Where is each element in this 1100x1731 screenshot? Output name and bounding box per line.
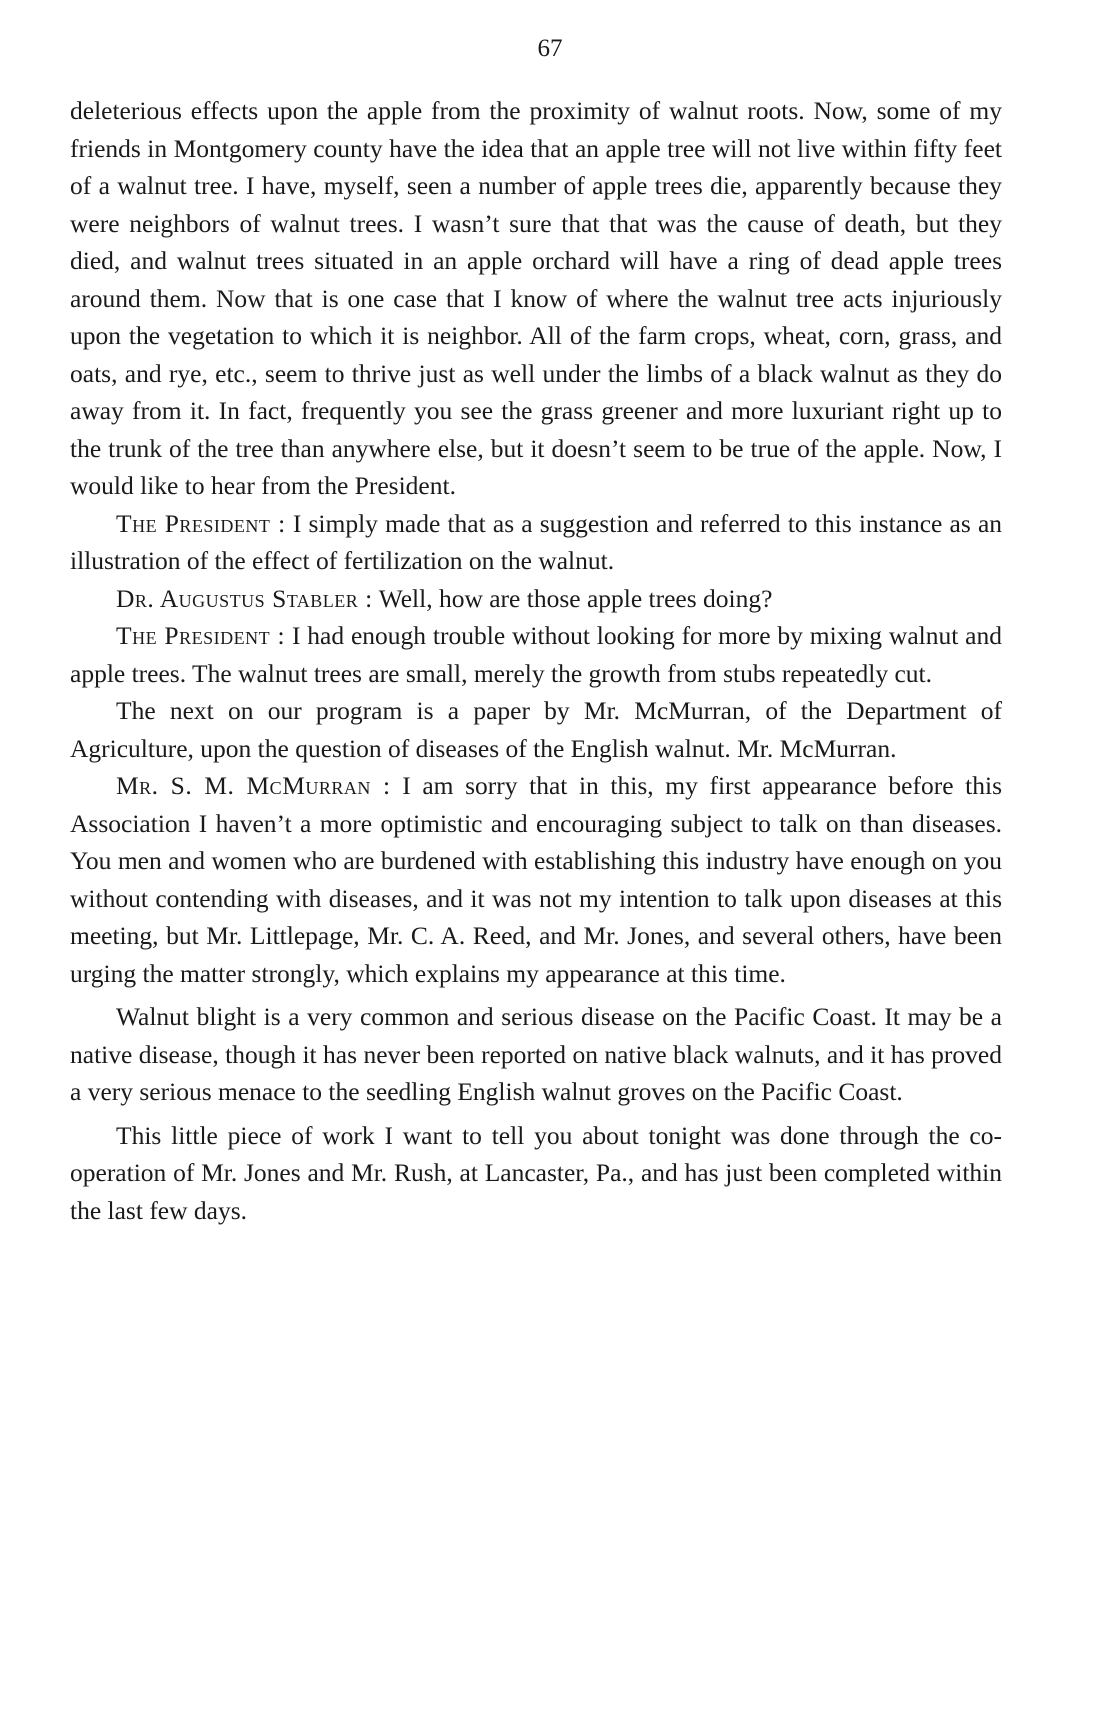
paragraph <box>70 92 1002 505</box>
paragraph <box>70 692 1002 767</box>
paragraph-text: Walnut blight is a very common and serious disease on the Pacific Coast. It may be a native disease, though it has never been reported on native black walnuts, and it has proved a very serious menace to the seedling English walnut groves on the Pacific Coast. <box>70 1002 1002 1106</box>
page-number: 67 <box>537 35 563 62</box>
speaker-label: The President : <box>116 508 286 538</box>
body-text <box>70 92 1002 1229</box>
paragraph <box>70 767 1002 992</box>
paragraph <box>70 580 1002 618</box>
paragraph-text: The next on our program is a paper by Mr. McMurran, of the Department of Agriculture, upon the question of diseases of the English walnut. Mr. McMurran. <box>70 696 1002 763</box>
paragraph-text: Well, how are those apple trees doing? <box>378 583 773 613</box>
speaker-label: The President : <box>116 621 286 650</box>
paragraph-text: deleterious effects upon the apple from the proximity of walnut roots. Now, some of my friends in Montgomery county have the idea that an apple tree will not live within fifty feet of a walnut tree. I have, myself, seen a number of apple trees die, apparently because they were neighbors of walnut trees. I wasn’t sure that that was the cause of death, but they died, and walnut trees situated in an apple orchard will have a ring of dead apple trees around them. Now that is one case that I know of where the walnut tree acts injuriously upon the vegetation to which it is neighbor. All of the farm crops, wheat, corn, grass, and oats, and rye, etc., seem to thrive just as well under the limbs of a black walnut as they do away from it. In fact, frequently you see the grass greener and more luxuriant right up to the trunk of the tree than anywhere else, but it doesn’t seem to be true of the apple. Now, I would like to hear from the President. <box>70 96 1002 500</box>
paragraph-text: I simply made that as a suggestion and referred to this instance as an illustration of the effect of fertilization on the walnut. <box>70 508 1003 575</box>
paragraph <box>70 617 1002 692</box>
paragraph-text: This little piece of work I want to tell you about tonight was done through the co-operation of Mr. Jones and Mr. Rush, at Lancaster, Pa., and has just been completed within the last few days. <box>70 1120 1002 1225</box>
speaker-label: Dr. Augustus Stabler : <box>116 583 373 613</box>
paragraph <box>70 505 1002 580</box>
paragraph <box>70 998 1002 1111</box>
paragraph-text: I am sorry that in this, my first appearance before this Association I haven’t a more optimistic and encouraging subject to talk on than diseases. You men and women who are burdened with establishing this industry have enough on you without contending with diseases, and it was not my intention to talk upon diseases at this meeting, but Mr. Littlepage, Mr. C. A. Reed, and Mr. Jones, and several others, have been urging the matter strongly, which explains my appearance at this time. <box>70 771 1002 988</box>
paragraph <box>70 1117 1002 1230</box>
paragraph-text: I had enough trouble without looking for more by mixing walnut and apple trees. The walnut trees are small, merely the growth from stubs repeatedly cut. <box>70 621 1002 688</box>
speaker-label: Mr. S. M. McMurran : <box>116 771 391 800</box>
